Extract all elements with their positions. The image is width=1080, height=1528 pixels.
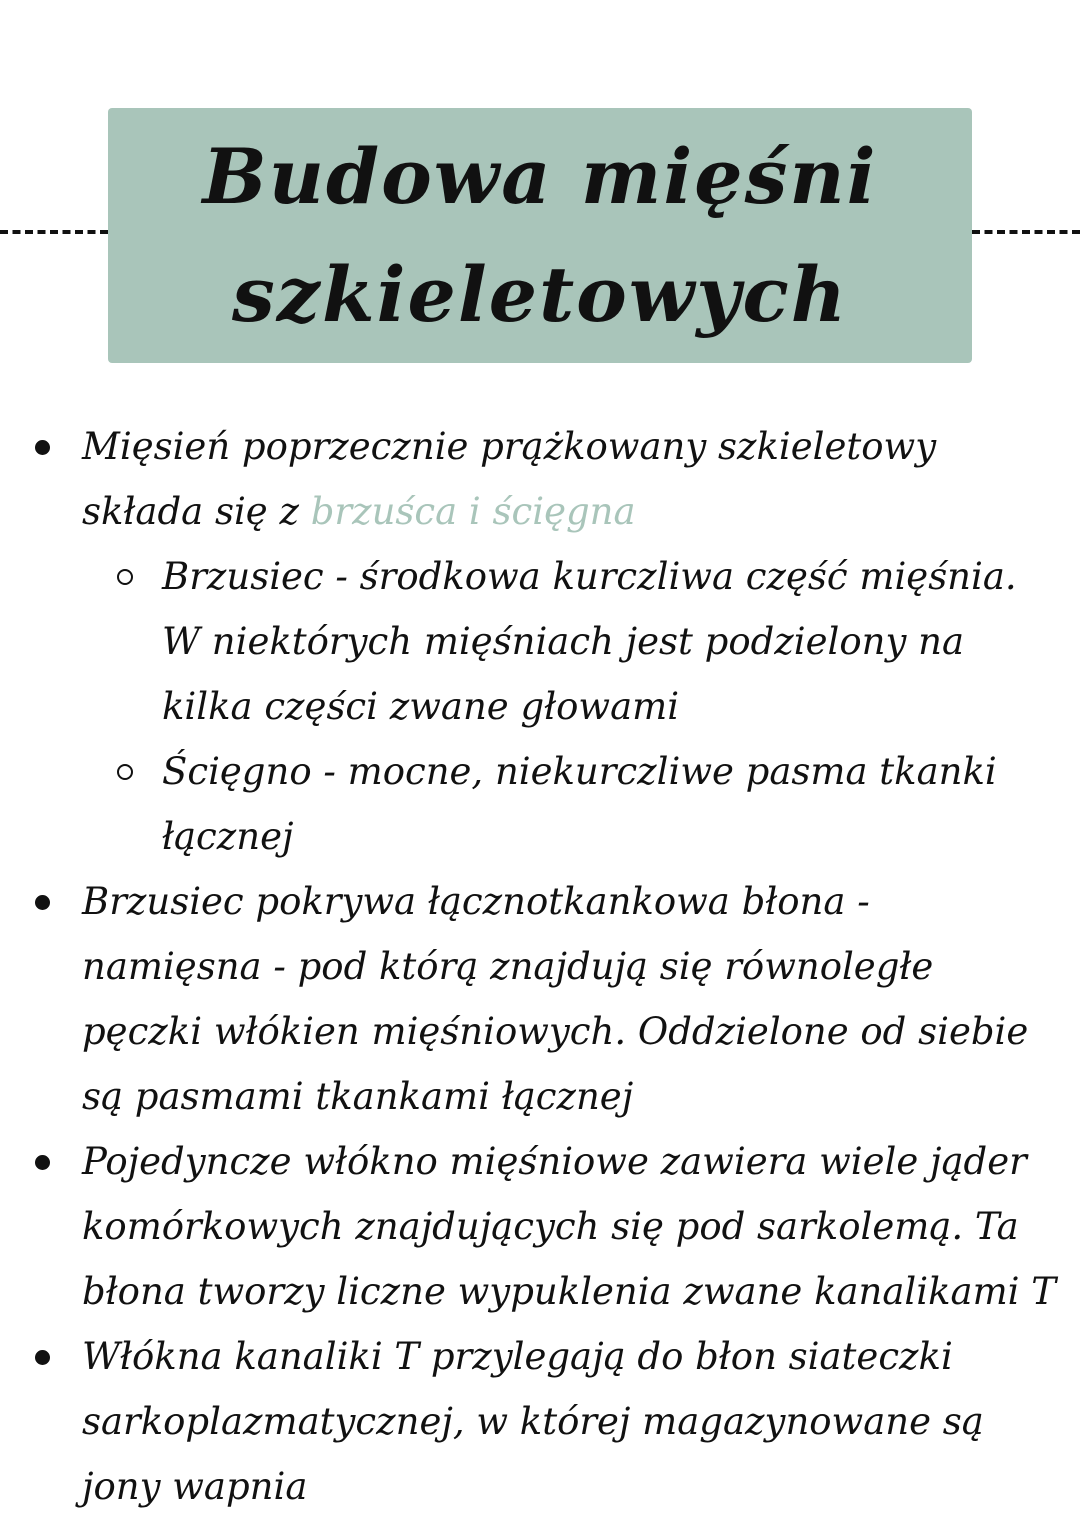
sub-bullet-list — [82, 544, 1060, 869]
bullet-list — [0, 414, 1080, 1519]
bullet-item — [0, 869, 1080, 1129]
sub-bullet-item — [82, 739, 1060, 869]
sub-bullet-text: Brzusiec - środkowa kurczliwa część mięśnia. W niektórych mięśniach jest podzielony na kilka części zwane głowami — [162, 555, 1017, 728]
bullet-item — [0, 1324, 1080, 1519]
notes-content — [0, 414, 1080, 1519]
page-title — [108, 118, 972, 354]
sub-bullet-text: Ścięgno - mocne, niekurczliwe pasma tkanki łącznej — [162, 750, 997, 858]
page-title-line-2: szkieletowych — [232, 250, 848, 339]
decorative-dashed-line-right — [972, 230, 1080, 234]
page-title-line-1: Budowa mięśni — [202, 132, 878, 221]
bullet-text: Brzusiec pokrywa łącznotkankowa błona - namięsna - pod którą znajdują się równoległe pęczki włókien mięśniowych. Oddzielone od siebie są pasmami tkankami łącznej — [82, 880, 1029, 1118]
decorative-dashed-line-left — [0, 230, 108, 234]
bullet-text: Mięsień poprzecznie prążkowany szkieletowy składa się z — [82, 425, 937, 533]
bullet-text: Włókna kanaliki T przylegają do błon siateczki sarkoplazmatycznej, w której magazynowane są jony wapnia — [82, 1335, 984, 1508]
bullet-text: Pojedyncze włókno mięśniowe zawiera wiele jąder komórkowych znajdujących się pod sarkolemą. Ta błona tworzy liczne wypuklenia zwane kanalikami T — [82, 1140, 1056, 1313]
bullet-item — [0, 414, 1080, 869]
highlighted-term: brzuśca i ścięgna — [310, 490, 636, 533]
bullet-item — [0, 1129, 1080, 1324]
sub-bullet-item — [82, 544, 1060, 739]
